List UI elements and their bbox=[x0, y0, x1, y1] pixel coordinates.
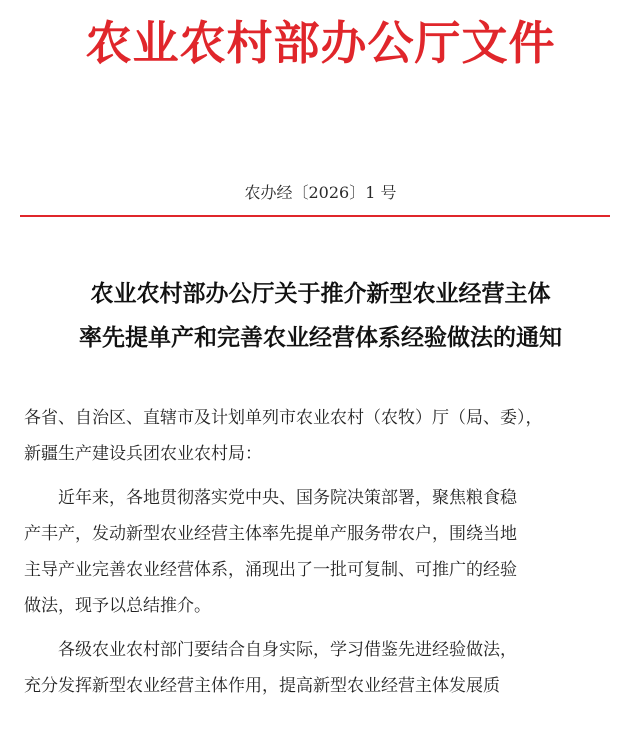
paragraph-line: 近年来，各地贯彻落实党中央、国务院决策部署，聚焦粮食稳 bbox=[58, 488, 517, 508]
salutation-line: 各省、自治区、直辖市及计划单列市农业农村（农牧）厅（局、委）， bbox=[24, 408, 543, 428]
paragraph-line: 各级农业农村部门要结合自身实际，学习借鉴先进经验做法， bbox=[58, 640, 517, 660]
document-body bbox=[24, 400, 617, 704]
document-number: 农办经〔2026〕1 号 bbox=[244, 183, 397, 202]
paragraph-line: 主导产业完善农业经营体系，涌现出了一批可复制、可推广的经验 bbox=[24, 560, 517, 580]
body-paragraph-2 bbox=[24, 632, 617, 704]
paragraph-line: 充分发挥新型农业经营主体作用，提高新型农业经营主体发展质 bbox=[24, 676, 500, 696]
paragraph-line: 做法，现予以总结推介。 bbox=[24, 596, 211, 616]
document-title bbox=[0, 272, 641, 360]
document-title-line: 农业农村部办公厅关于推介新型农业经营主体 bbox=[90, 280, 551, 307]
paragraph-line: 产丰产，发动新型农业经营主体率先提单产服务带农户，围绕当地 bbox=[24, 524, 517, 544]
salutation-line: 新疆生产建设兵团农业农村局： bbox=[24, 444, 262, 464]
body-paragraph-1 bbox=[24, 480, 617, 624]
document-title-line: 率先提单产和完善农业经营体系经验做法的通知 bbox=[79, 324, 562, 351]
salutation bbox=[24, 400, 617, 472]
red-divider-line bbox=[20, 215, 610, 217]
org-header-title: 农业农村部办公厅文件 bbox=[85, 16, 556, 70]
